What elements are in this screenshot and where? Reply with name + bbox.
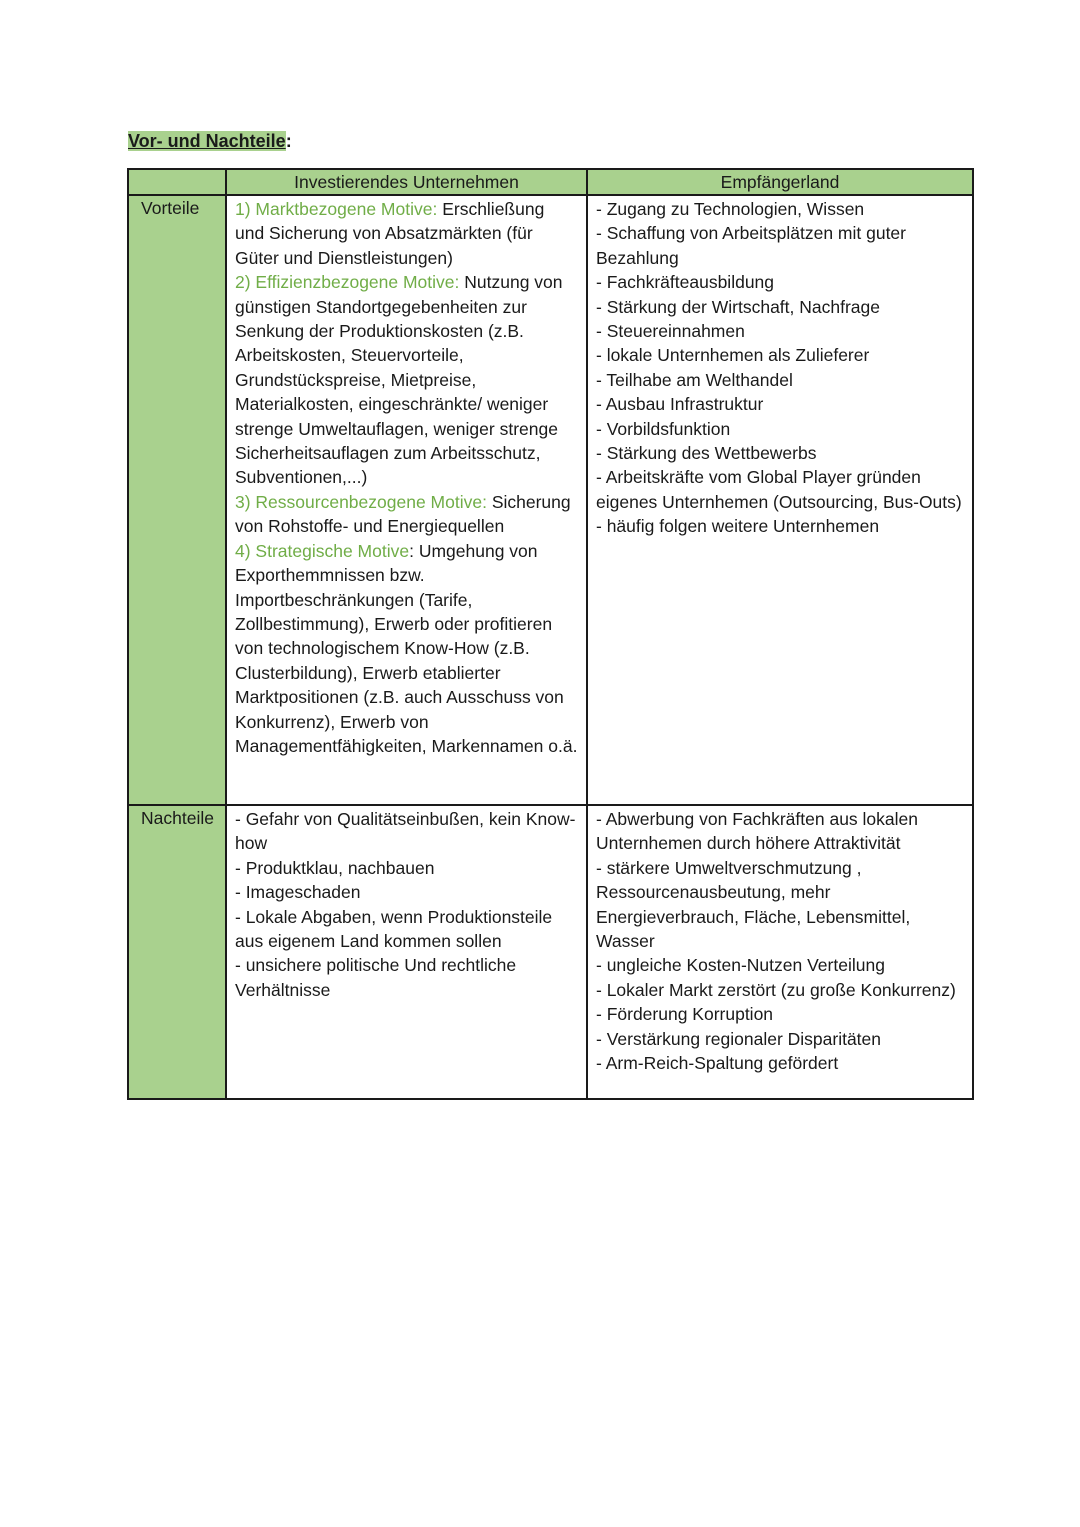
- motive-item: [235, 197, 578, 270]
- list-item: - Fachkräfteausbildung: [596, 272, 775, 293]
- header-row: [128, 169, 973, 195]
- list-item: - Lokaler Markt zerstört (zu große Konkurrenz): [596, 979, 956, 1000]
- header-corner-cell: [128, 169, 226, 195]
- list-item: - Vorbildsfunktion: [596, 418, 731, 439]
- list-item: - Stärkung des Wettbewerbs: [596, 443, 817, 464]
- list-item: - häufig folgen weitere Unternhemen: [596, 516, 880, 537]
- page-heading: [128, 128, 292, 154]
- motive-title: 1) Marktbezogene Motive:: [235, 199, 438, 219]
- motive-text: Sicherung von Rohstoffe- und Energiequellen: [235, 491, 571, 537]
- motive-text: : Umgehung von Exporthemmnissen bzw. Importbeschränkungen (Tarife, Zollbestimmung), Erwerb oder profitieren von technologischem Know-How (z.B. Clusterbildung), Erwerb etablierter Marktpositionen (z.B. auch Ausschuss von Konkurrenz), Erwerb von Managementfähigkeiten, Markennamen o.ä.: [235, 540, 578, 756]
- list-item: - stärkere Umweltverschmutzung , Ressourcenausbeutung, mehr Energieverbrauch, Fläche, Lebensmittel, Wasser: [596, 857, 911, 952]
- motive-text: Nutzung von günstigen Standortgegebenheiten zur Senkung der Produktionskosten (z.B. Arbeitskosten, Steuervorteile, Grundstückspreise, Mietpreise, Materialkosten, eingeschränkte/ weniger strenge Umweltauflagen, weniger strenge Sicherheitsauflagen zum Arbeitsschutz, Subventionen,...): [235, 272, 563, 488]
- list-item: - Abwerbung von Fachkräften aus lokalen Unternhemen durch höhere Attraktivität: [596, 809, 918, 854]
- list-item: - Steuereinnahmen: [596, 321, 745, 342]
- heading-title: Vor- und Nachteile: [128, 131, 286, 151]
- list-item: - Gefahr von Qualitätseinbußen, kein Know-how: [235, 809, 576, 854]
- list-item: - unsichere politische Und rechtliche Verhältnisse: [235, 955, 517, 1000]
- motive-item: [235, 490, 578, 539]
- cell-nachteile-empfaengerland: [587, 805, 973, 1099]
- motive-item: [235, 539, 578, 759]
- list-item: - Verstärkung regionaler Disparitäten: [596, 1028, 882, 1049]
- row-label-vorteile: Vorteile: [128, 195, 226, 805]
- list-item: - Lokale Abgaben, wenn Produktionsteile aus eigenem Land kommen sollen: [235, 906, 553, 952]
- cell-nachteile-unternehmen: [226, 805, 587, 1099]
- list-item: - Zugang zu Technologien, Wissen: [596, 199, 865, 219]
- heading-colon: :: [285, 131, 292, 151]
- list-item: - ungleiche Kosten-Nutzen Verteilung: [596, 955, 885, 976]
- motive-title: 3) Ressourcenbezogene Motive:: [235, 491, 487, 512]
- list-item: - Ausbau Infrastruktur: [596, 394, 764, 415]
- list-item: - Stärkung der Wirtschaft, Nachfrage: [596, 296, 880, 317]
- list-item: - Arm-Reich-Spaltung gefördert: [596, 1053, 839, 1074]
- motive-text: Erschließung und Sicherung von Absatzmärkten (für Güter und Dienstleistungen): [235, 199, 545, 268]
- list-item: - lokale Unternhemen als Zulieferer: [596, 345, 870, 366]
- header-empfaengerland: Empfängerland: [587, 169, 973, 195]
- list-item: - Produktklau, nachbauen: [235, 857, 435, 878]
- list-item: - Teilhabe am Welthandel: [596, 369, 793, 390]
- row-label-nachteile: Nachteile: [128, 805, 226, 1099]
- list-item: - Imageschaden: [235, 882, 361, 903]
- cell-vorteile-empfaengerland: [587, 195, 973, 805]
- comparison-table: [127, 168, 974, 1100]
- cell-vorteile-unternehmen: [226, 195, 587, 805]
- row-nachteile: [128, 805, 973, 1099]
- list-item: - Arbeitskräfte vom Global Player gründen eigenes Unternhemen (Outsourcing, Bus-Outs): [596, 467, 962, 512]
- motive-title: 2) Effizienzbezogene Motive:: [235, 272, 460, 293]
- motive-title: 4) Strategische Motive: [235, 540, 410, 561]
- header-unternehmen: Investierendes Unternehmen: [226, 169, 587, 195]
- list-item: - Förderung Korruption: [596, 1004, 774, 1025]
- row-vorteile: [128, 195, 973, 805]
- motive-item: [235, 270, 578, 490]
- list-item: - Schaffung von Arbeitsplätzen mit guter Bezahlung: [596, 223, 906, 268]
